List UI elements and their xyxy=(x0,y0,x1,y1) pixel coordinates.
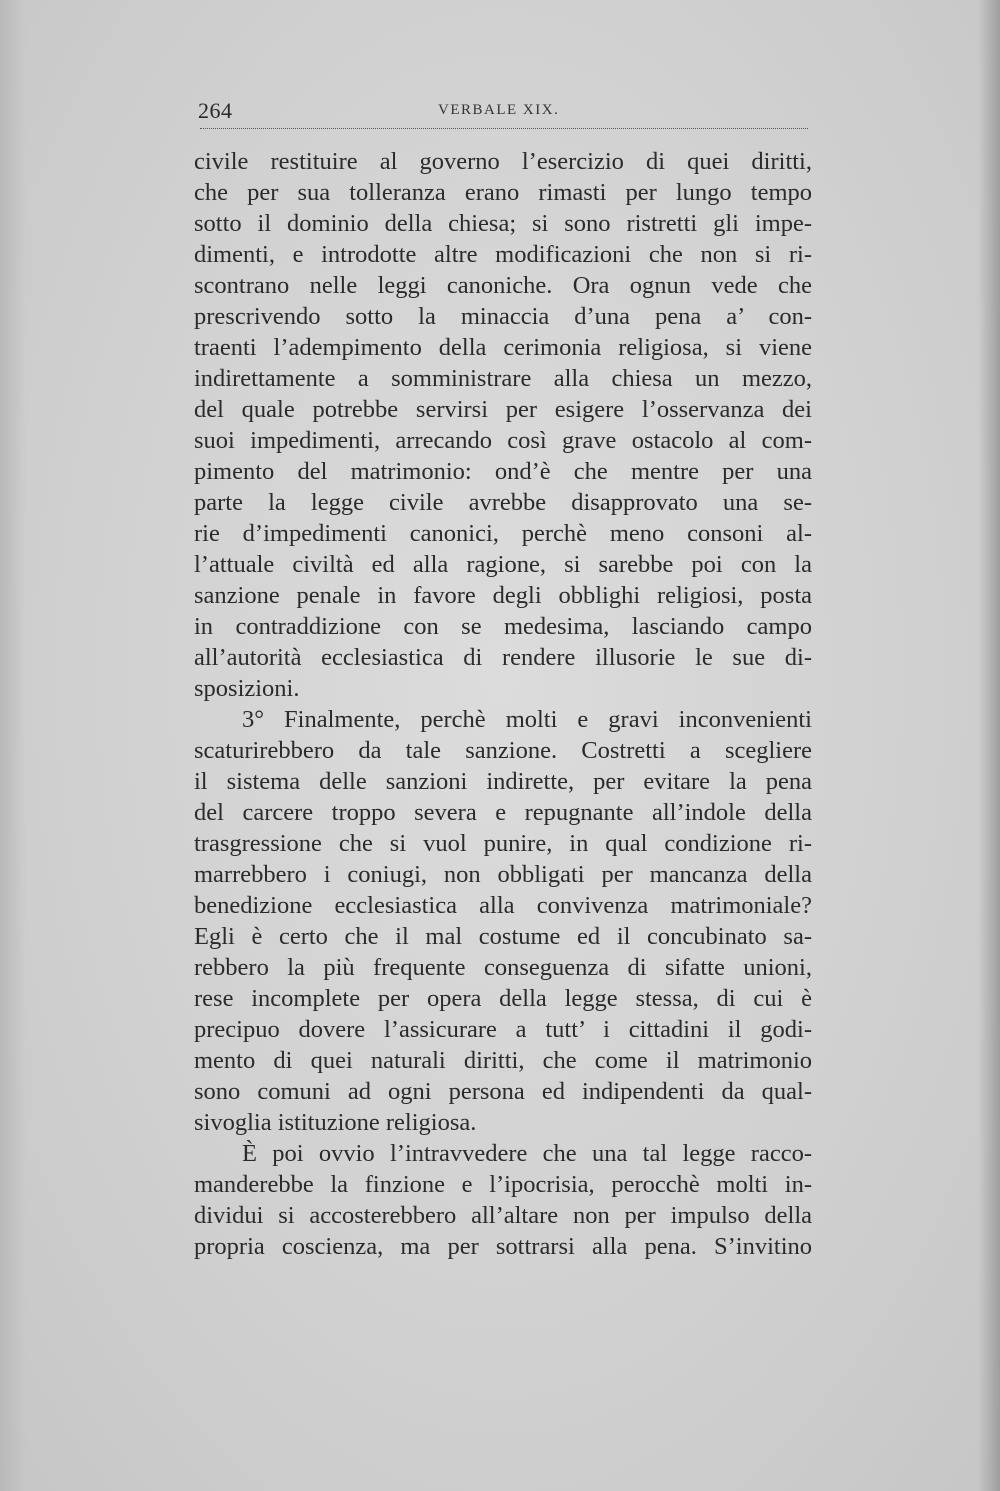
text-line: 3° Finalmente, perchè molti e gravi inconvenienti xyxy=(242,706,812,733)
text-line: dividui si accosterebbero all’altare non per impulso della xyxy=(194,1202,812,1229)
text-line: trasgressione che si vuol punire, in qual condizione ri- xyxy=(194,830,812,857)
text-line: del carcere troppo severa e repugnante all’indole della xyxy=(194,799,812,826)
text-line: Egli è certo che il mal costume ed il concubinato sa- xyxy=(194,923,812,950)
text-line: scaturirebbero da tale sanzione. Costretti a scegliere xyxy=(194,737,812,764)
text-line: sivoglia istituzione religiosa. xyxy=(194,1109,477,1136)
text-line: parte la legge civile avrebbe disapprovato una se- xyxy=(194,489,812,516)
text-line: rebbero la più frequente conseguenza di sifatte unioni, xyxy=(194,954,812,981)
text-line: suoi impedimenti, arrecando così grave ostacolo al com- xyxy=(194,427,812,454)
text-line: prescrivendo sotto la minaccia d’una pena a’ con- xyxy=(194,303,812,330)
text-line: scontrano nelle leggi canoniche. Ora ognun vede che xyxy=(194,272,812,299)
text-line: che per sua tolleranza erano rimasti per lungo tempo xyxy=(194,179,812,206)
text-line: sotto il dominio della chiesa; si sono ristretti gli impe- xyxy=(194,210,812,237)
page-edge-shadow-left xyxy=(0,0,26,1491)
text-line: dimenti, e introdotte altre modificazioni che non si ri- xyxy=(194,241,812,268)
text-line: traenti l’adempimento della cerimonia religiosa, si viene xyxy=(194,334,812,361)
text-line: rese incomplete per opera della legge stessa, di cui è xyxy=(194,985,812,1012)
text-line: sanzione penale in favore degli obblighi religiosi, posta xyxy=(194,582,812,609)
page-edge-shadow-right xyxy=(978,0,1000,1491)
text-line: pimento del matrimonio: ond’è che mentre per una xyxy=(194,458,812,485)
text-line: sposizioni. xyxy=(194,675,300,702)
text-line: mento di quei naturali diritti, che come il matrimonio xyxy=(194,1047,812,1074)
text-line: civile restituire al governo l’esercizio di quei diritti, xyxy=(194,148,812,175)
text-line: benedizione ecclesiastica alla convivenza matrimoniale? xyxy=(194,892,812,919)
text-line: del quale potrebbe servirsi per esigere l’osservanza dei xyxy=(194,396,812,423)
text-line: propria coscienza, ma per sottrarsi alla pena. S’invitino xyxy=(194,1233,812,1260)
text-line: l’attuale civiltà ed alla ragione, si sarebbe poi con la xyxy=(194,551,812,578)
text-line: indirettamente a somministrare alla chiesa un mezzo, xyxy=(194,365,812,392)
text-line: precipuo dovere l’assicurare a tutt’ i cittadini il godi- xyxy=(194,1016,812,1043)
text-line: manderebbe la finzione e l’ipocrisia, perocchè molti in- xyxy=(194,1171,812,1198)
page-number: 264 xyxy=(198,98,233,123)
text-line: marrebbero i coniugi, non obbligati per mancanza della xyxy=(194,861,812,888)
page-header xyxy=(198,94,810,128)
text-line: in contraddizione con se medesima, lasciando campo xyxy=(194,613,812,640)
text-line: rie d’impedimenti canonici, perchè meno consoni al- xyxy=(194,520,812,547)
header-rule xyxy=(200,128,808,129)
text-line: all’autorità ecclesiastica di rendere illusorie le sue di- xyxy=(194,644,812,671)
running-head: VERBALE XIX. xyxy=(438,102,560,118)
text-line: il sistema delle sanzioni indirette, per evitare la pena xyxy=(194,768,812,795)
text-line: È poi ovvio l’intravvedere che una tal legge racco- xyxy=(242,1140,812,1167)
text-line: sono comuni ad ogni persona ed indipendenti da qual- xyxy=(194,1078,812,1105)
